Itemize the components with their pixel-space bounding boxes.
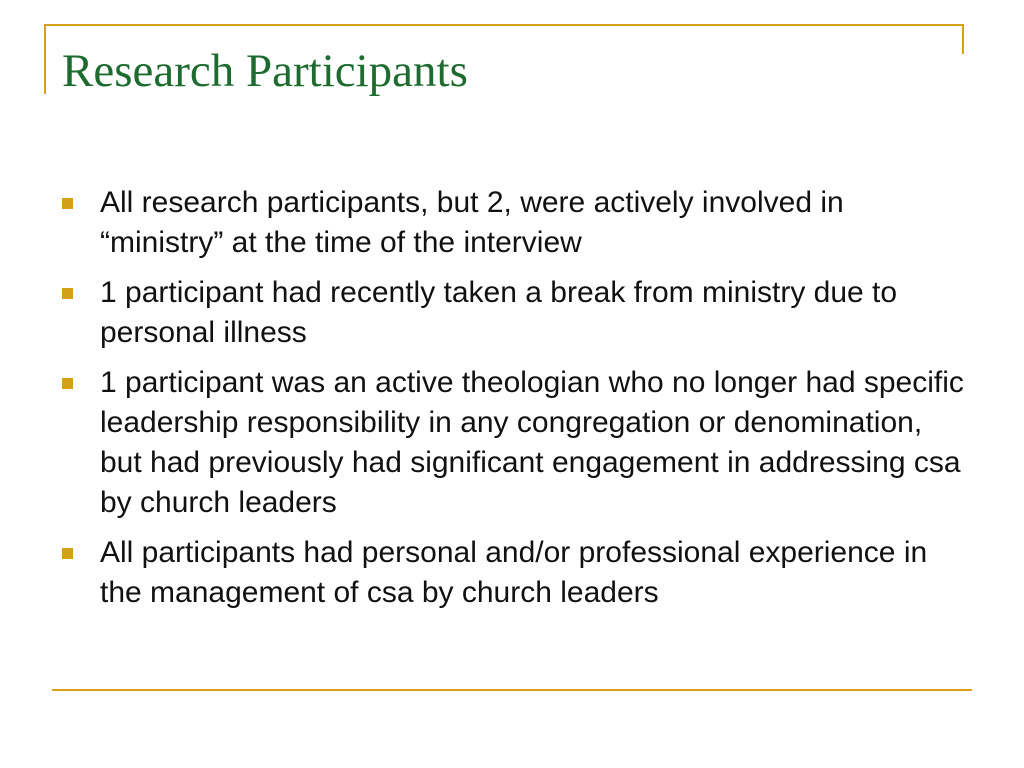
title-frame-right-line xyxy=(962,24,964,54)
bullet-text: 1 participant was an active theologian who no longer had specific leadership responsibility in any congregation or denomination, but had previously had significant engagement in addressing csa by church leaders xyxy=(100,366,964,519)
bullet-text: 1 participant had recently taken a break from ministry due to personal illness xyxy=(100,276,898,349)
square-bullet-icon xyxy=(62,378,73,389)
footer-divider-line xyxy=(52,689,972,691)
square-bullet-icon xyxy=(62,548,73,559)
bullet-list xyxy=(62,183,972,623)
square-bullet-icon xyxy=(62,288,73,299)
bullet-item xyxy=(62,533,972,613)
bullet-item xyxy=(62,183,972,263)
bullet-text: All participants had personal and/or professional experience in the management of csa by church leaders xyxy=(100,536,928,609)
title-frame-left-line xyxy=(44,24,46,94)
slide-title: Research Participants xyxy=(62,45,468,97)
bullet-item xyxy=(62,363,972,523)
square-bullet-icon xyxy=(62,198,73,209)
title-frame-top-line xyxy=(44,24,964,26)
bullet-text: All research participants, but 2, were actively involved in “ministry” at the time of the interview xyxy=(100,186,844,259)
bullet-item xyxy=(62,273,972,353)
